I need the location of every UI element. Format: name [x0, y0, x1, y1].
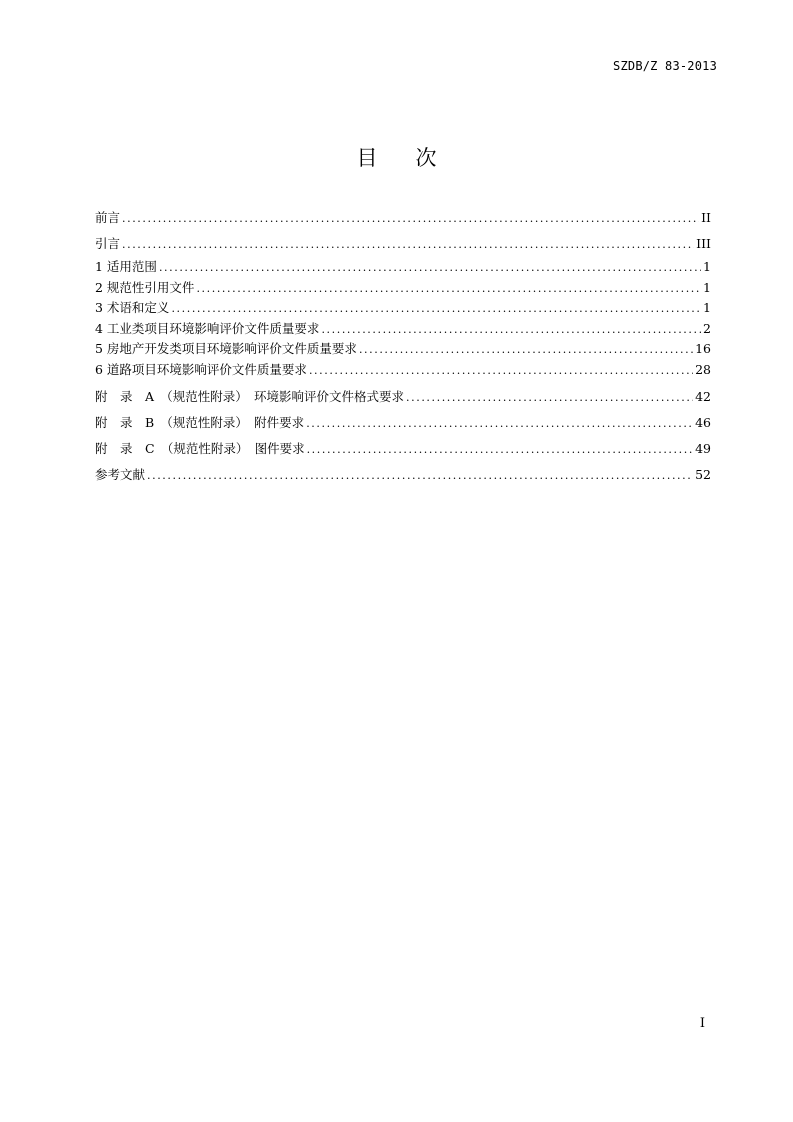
- toc-entry-page: 42: [695, 389, 711, 404]
- page-number: I: [699, 1016, 705, 1031]
- toc-entry-introduction[interactable]: [95, 231, 711, 257]
- toc-entry-page: 2: [703, 320, 711, 336]
- toc-leader-dots: [359, 340, 693, 361]
- toc-entry-text: 2 规范性引用文件: [95, 279, 195, 295]
- toc-entry-page: III: [696, 236, 711, 251]
- toc-title: [0, 142, 793, 172]
- toc-entry-text: 4 工业类项目环境影响评价文件质量要求: [95, 320, 320, 336]
- toc-entry-appendix-c[interactable]: [95, 436, 711, 462]
- toc-entry-real-estate-projects[interactable]: [95, 339, 711, 360]
- toc-entry-scope[interactable]: [95, 257, 711, 278]
- toc-entry-page: 49: [695, 441, 711, 456]
- toc-entry-page: 1: [703, 300, 711, 315]
- toc-title-char-1: 目: [356, 146, 378, 170]
- toc-entry-page: 1: [703, 259, 711, 274]
- toc-entry-page: II: [701, 210, 711, 225]
- toc-entry-foreword[interactable]: [95, 205, 711, 231]
- toc-leader-dots: [321, 320, 701, 341]
- toc-entry-text: 3 术语和定义: [95, 300, 170, 315]
- toc-leader-dots: [147, 463, 693, 489]
- toc-entry-bibliography[interactable]: [95, 462, 711, 488]
- toc-entry-text: 前言: [95, 210, 121, 225]
- toc-entry-page: 28: [695, 361, 711, 377]
- toc-entry-industrial-projects[interactable]: [95, 319, 711, 340]
- toc-leader-dots: [307, 437, 694, 463]
- toc-entry-text: 参考文献: [95, 467, 146, 482]
- toc-entry-text: 附 录 B （规范性附录） 附件要求: [95, 415, 305, 430]
- toc-entry-page: 52: [695, 467, 711, 482]
- toc-leader-dots: [406, 385, 693, 411]
- toc-leader-dots: [171, 299, 701, 320]
- toc-title-char-2: 次: [415, 146, 437, 170]
- toc-leader-dots: [306, 411, 693, 437]
- toc-leader-dots: [122, 232, 694, 258]
- toc-entry-text: 引言: [95, 236, 121, 251]
- toc-entry-text: 附 录 A （规范性附录） 环境影响评价文件格式要求: [95, 389, 405, 404]
- toc-entry-page: 1: [703, 279, 711, 295]
- toc-leader-dots: [196, 279, 701, 300]
- toc-entry-normative-references[interactable]: [95, 278, 711, 299]
- toc-entry-text: 6 道路项目环境影响评价文件质量要求: [95, 361, 307, 377]
- toc-entry-terms-definitions[interactable]: [95, 298, 711, 319]
- toc-entry-text: 1 适用范围: [95, 259, 157, 274]
- toc-entry-road-projects[interactable]: [95, 360, 711, 381]
- toc-entry-text: 附 录 C （规范性附录） 图件要求: [95, 441, 305, 456]
- toc-entry-page: 16: [695, 341, 711, 356]
- table-of-contents: [95, 205, 711, 488]
- document-code: SZDB/Z 83-2013: [613, 59, 717, 73]
- toc-entry-appendix-b[interactable]: [95, 410, 711, 436]
- toc-entry-appendix-a[interactable]: [95, 384, 711, 410]
- toc-leader-dots: [309, 361, 693, 382]
- toc-leader-dots: [159, 258, 701, 279]
- toc-entry-page: 46: [695, 415, 711, 430]
- toc-entry-text: 5 房地产开发类项目环境影响评价文件质量要求: [95, 341, 357, 356]
- toc-leader-dots: [122, 206, 699, 232]
